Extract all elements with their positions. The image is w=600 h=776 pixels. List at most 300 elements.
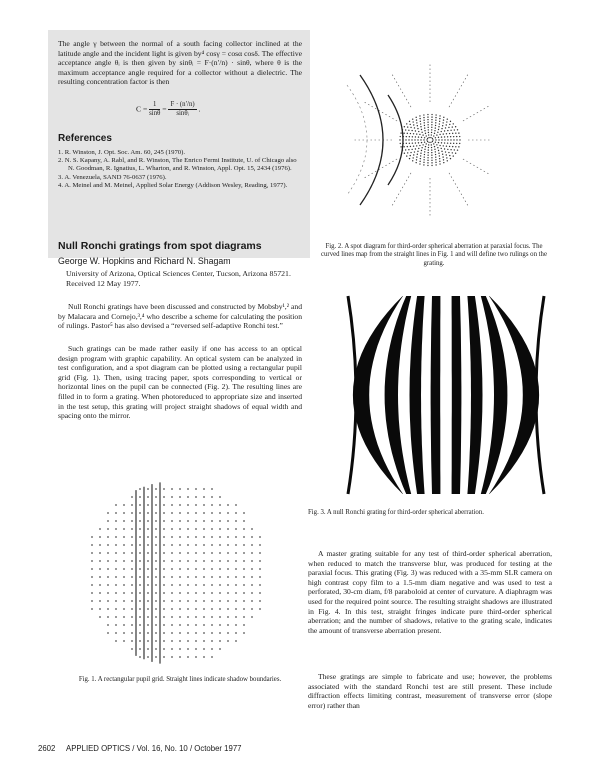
grid-dot bbox=[187, 560, 188, 561]
grid-dot bbox=[107, 544, 108, 545]
spot-point bbox=[443, 117, 444, 118]
spot-point bbox=[421, 137, 422, 138]
spot-point bbox=[407, 133, 408, 134]
grid-dot bbox=[171, 632, 172, 633]
shaded-box-paragraph: The angle γ between the normal of a south facing collector inclined at the latitude angle and the incident light is given by⁴ cosγ = cosα cosδ. The effective acceptance angle θᵢ is then given by sinθᵢ = F·(n′/n) · sinθ, where θ is the maximum acceptance angle required for a collector without a dielectric. The resulting concentration factor is then bbox=[58, 39, 302, 87]
spot-point bbox=[445, 151, 446, 152]
spot-point bbox=[444, 142, 445, 143]
spot-point bbox=[441, 151, 442, 152]
spot-point bbox=[432, 141, 433, 142]
grid-dot bbox=[219, 600, 220, 601]
grid-dot bbox=[195, 496, 196, 497]
grid-dot bbox=[187, 624, 188, 625]
spot-point bbox=[424, 137, 425, 138]
grid-dot bbox=[115, 576, 116, 577]
grid-dot bbox=[227, 608, 228, 609]
spot-point bbox=[450, 158, 451, 159]
spot-point bbox=[435, 122, 436, 123]
spot-point bbox=[444, 139, 445, 140]
grid-dot bbox=[211, 656, 212, 657]
grid-dot bbox=[195, 504, 196, 505]
spot-point bbox=[438, 153, 439, 154]
grid-dot bbox=[243, 632, 244, 633]
grid-dot bbox=[187, 600, 188, 601]
spot-point bbox=[435, 164, 436, 165]
spot-point bbox=[455, 153, 456, 154]
grid-dot bbox=[155, 488, 156, 489]
spot-point bbox=[424, 156, 425, 157]
spot-point bbox=[446, 154, 447, 155]
spot-point bbox=[450, 130, 451, 131]
grid-dot bbox=[139, 544, 140, 545]
spot-point bbox=[443, 119, 444, 120]
grid-dot bbox=[147, 600, 148, 601]
spot-point bbox=[421, 150, 422, 151]
grid-dot bbox=[211, 592, 212, 593]
article-received: Received 12 May 1977. bbox=[66, 278, 141, 288]
grid-dot bbox=[115, 568, 116, 569]
grid-dot bbox=[187, 544, 188, 545]
grid-dot bbox=[227, 512, 228, 513]
spot-point bbox=[428, 144, 429, 145]
spot-point bbox=[418, 136, 419, 137]
grid-dot bbox=[203, 600, 204, 601]
spot-point bbox=[400, 136, 401, 137]
spot-point bbox=[410, 155, 411, 156]
spot-point bbox=[416, 133, 417, 134]
grid-dot bbox=[131, 560, 132, 561]
spot-point bbox=[421, 142, 422, 143]
dotted-ray bbox=[391, 173, 411, 208]
spot-point bbox=[455, 126, 456, 127]
grid-dot bbox=[235, 528, 236, 529]
reference-item: 4. A. Meinel and M. Meinel, Applied Solar Energy (Addison Wesley, Reading, 1977). bbox=[58, 181, 288, 189]
grid-dot bbox=[211, 576, 212, 577]
spot-point bbox=[422, 134, 423, 135]
spot-point bbox=[453, 136, 454, 137]
grid-dot bbox=[139, 600, 140, 601]
spot-point bbox=[420, 153, 421, 154]
spot-point bbox=[431, 129, 432, 130]
grid-dot bbox=[251, 536, 252, 537]
grid-dot bbox=[259, 608, 260, 609]
spot-point bbox=[416, 145, 417, 146]
grid-dot bbox=[179, 584, 180, 585]
grid-dot bbox=[139, 528, 140, 529]
grid-dot bbox=[147, 504, 148, 505]
grid-dot bbox=[219, 592, 220, 593]
spot-point bbox=[410, 127, 411, 128]
grid-dot bbox=[235, 608, 236, 609]
article-title: Null Ronchi gratings from spot diagrams bbox=[58, 240, 262, 252]
grid-dot bbox=[91, 568, 92, 569]
grid-dot bbox=[131, 528, 132, 529]
spot-point bbox=[443, 133, 444, 134]
grid-dot bbox=[235, 560, 236, 561]
grid-dot bbox=[107, 608, 108, 609]
grid-dot bbox=[227, 560, 228, 561]
spot-point bbox=[421, 132, 422, 133]
spot-point bbox=[445, 127, 446, 128]
grid-dot bbox=[211, 568, 212, 569]
figure-3-null-ronchi-grating bbox=[346, 290, 546, 500]
spot-point bbox=[424, 142, 425, 143]
grid-dot bbox=[99, 544, 100, 545]
grid-dot bbox=[155, 632, 156, 633]
spot-point bbox=[441, 139, 442, 140]
grid-dot bbox=[211, 544, 212, 545]
grid-dot bbox=[139, 488, 140, 489]
dotted-ray bbox=[391, 72, 411, 107]
equation-fraction-2 bbox=[168, 101, 196, 118]
grid-dot bbox=[115, 632, 116, 633]
grid-dot bbox=[195, 544, 196, 545]
spot-point bbox=[447, 136, 448, 137]
grid-dot bbox=[131, 624, 132, 625]
spot-point bbox=[431, 114, 432, 115]
page-number: 2602 bbox=[38, 744, 56, 753]
spot-point bbox=[415, 162, 416, 163]
spot-point bbox=[404, 126, 405, 127]
spot-point bbox=[439, 163, 440, 164]
grid-dot bbox=[163, 536, 164, 537]
grid-dot bbox=[139, 640, 140, 641]
spot-point bbox=[438, 142, 439, 143]
spot-point bbox=[417, 128, 418, 129]
grid-dot bbox=[123, 600, 124, 601]
grid-dot bbox=[219, 544, 220, 545]
grid-dot bbox=[251, 584, 252, 585]
spot-point bbox=[442, 122, 443, 123]
equation-equals: = bbox=[162, 104, 167, 114]
dotted-ray bbox=[463, 159, 490, 179]
grid-dot bbox=[203, 560, 204, 561]
spot-point bbox=[424, 151, 425, 152]
grid-dot bbox=[147, 544, 148, 545]
grid-dot bbox=[195, 512, 196, 513]
grid-dot bbox=[139, 592, 140, 593]
spot-point bbox=[411, 149, 412, 150]
grid-dot bbox=[251, 600, 252, 601]
spot-point bbox=[406, 123, 407, 124]
grid-dot bbox=[259, 584, 260, 585]
concentration-equation bbox=[136, 101, 200, 118]
grid-dot bbox=[155, 656, 156, 657]
spot-point bbox=[452, 133, 453, 134]
grid-dot bbox=[227, 640, 228, 641]
spot-point bbox=[435, 117, 436, 118]
spot-point bbox=[458, 132, 459, 133]
grid-dot bbox=[91, 592, 92, 593]
grid-dot bbox=[179, 640, 180, 641]
spot-point bbox=[446, 124, 447, 125]
grid-dot bbox=[171, 584, 172, 585]
grid-dot bbox=[147, 576, 148, 577]
grid-dot bbox=[179, 496, 180, 497]
spot-point bbox=[439, 158, 440, 159]
spot-point bbox=[428, 132, 429, 133]
grid-dot bbox=[91, 584, 92, 585]
grid-dot bbox=[163, 560, 164, 561]
grid-dot bbox=[187, 648, 188, 649]
grid-dot bbox=[243, 600, 244, 601]
grid-dot bbox=[195, 576, 196, 577]
grid-dot bbox=[259, 536, 260, 537]
grid-dot bbox=[187, 488, 188, 489]
grid-dot bbox=[179, 560, 180, 561]
grid-dot bbox=[203, 656, 204, 657]
spot-point bbox=[453, 143, 454, 144]
grid-dot bbox=[171, 648, 172, 649]
spot-point bbox=[419, 161, 420, 162]
grid-dot bbox=[219, 528, 220, 529]
spot-point bbox=[454, 129, 455, 130]
article-paragraph-2: Such gratings can be made rather easily if one has access to an optical design program with graphic capability. An optical system can be analyzed in test configuration, and a spot diagram can be plotted using a rectangular pupil grid (Fig. 1). Then, using tracing paper, spots corresponding to vertical or horizontal lines on the pupil can be connected (Fig. 2). The resulting lines are filled in to form a grating. When photoreduced to appropriate size and inserted in the test setup, this grating will project straight shadows of equal width and spacing onto the mirror. bbox=[58, 344, 302, 421]
grid-dot bbox=[243, 592, 244, 593]
grid-dot bbox=[211, 552, 212, 553]
spot-point bbox=[403, 133, 404, 134]
grid-dot bbox=[171, 576, 172, 577]
spot-point bbox=[435, 125, 436, 126]
article-affiliation: University of Arizona, Optical Sciences Center, Tucson, Arizona 85721. bbox=[66, 269, 291, 278]
spot-point bbox=[420, 123, 421, 124]
grid-dot bbox=[163, 488, 164, 489]
grid-dot bbox=[179, 592, 180, 593]
grid-dot bbox=[171, 536, 172, 537]
grid-dot bbox=[235, 512, 236, 513]
grid-dot bbox=[123, 616, 124, 617]
spot-point bbox=[438, 150, 439, 151]
grid-dot bbox=[195, 600, 196, 601]
spot-point bbox=[409, 158, 410, 159]
grid-dot bbox=[139, 496, 140, 497]
grid-dot bbox=[259, 568, 260, 569]
spot-point bbox=[449, 124, 450, 125]
grid-dot bbox=[123, 632, 124, 633]
grid-dot bbox=[171, 504, 172, 505]
grid-dot bbox=[259, 560, 260, 561]
grid-dot bbox=[219, 568, 220, 569]
grid-dot bbox=[155, 624, 156, 625]
grid-dot bbox=[219, 552, 220, 553]
grid-dot bbox=[251, 552, 252, 553]
grid-dot bbox=[147, 608, 148, 609]
grid-dot bbox=[131, 584, 132, 585]
grid-dot bbox=[171, 592, 172, 593]
grid-dot bbox=[123, 592, 124, 593]
grid-dot bbox=[147, 520, 148, 521]
spot-point bbox=[441, 142, 442, 143]
spot-point bbox=[434, 146, 435, 147]
grid-dot bbox=[147, 592, 148, 593]
spot-point bbox=[407, 152, 408, 153]
grid-dot bbox=[227, 552, 228, 553]
grid-dot bbox=[195, 520, 196, 521]
grid-dot bbox=[211, 488, 212, 489]
grid-dot bbox=[163, 656, 164, 657]
spot-point bbox=[442, 156, 443, 157]
spot-point bbox=[411, 130, 412, 131]
grid-dot bbox=[219, 560, 220, 561]
grid-dot bbox=[243, 520, 244, 521]
spot-point bbox=[425, 133, 426, 134]
grid-dot bbox=[139, 656, 140, 657]
grid-dot bbox=[187, 656, 188, 657]
spot-point bbox=[426, 135, 427, 136]
spot-point bbox=[408, 139, 409, 140]
grid-dot bbox=[235, 616, 236, 617]
spot-point bbox=[427, 152, 428, 153]
spot-point bbox=[415, 117, 416, 118]
grid-dot bbox=[131, 504, 132, 505]
spot-point bbox=[432, 139, 433, 140]
grid-dot bbox=[147, 624, 148, 625]
spot-point bbox=[446, 121, 447, 122]
spot-point bbox=[439, 145, 440, 146]
spot-point bbox=[406, 155, 407, 156]
grid-dot bbox=[179, 576, 180, 577]
grid-dot bbox=[147, 560, 148, 561]
spot-point bbox=[443, 145, 444, 146]
spot-point bbox=[423, 159, 424, 160]
grid-dot bbox=[123, 544, 124, 545]
grid-dot bbox=[107, 568, 108, 569]
grid-dot bbox=[107, 552, 108, 553]
grid-dot bbox=[131, 608, 132, 609]
article-paragraph-1: Null Ronchi gratings have been discussed and constructed by Mobsby¹,² and by Malacara and Cornejo,³,⁴ who describe a scheme for calculating the position of rulings. Pastor⁵ has also devised a “reversed self-adaptive Ronchi test.” bbox=[58, 302, 302, 331]
spot-point bbox=[410, 124, 411, 125]
grid-dot bbox=[131, 616, 132, 617]
grid-dot bbox=[251, 544, 252, 545]
grid-dot bbox=[139, 536, 140, 537]
grid-dot bbox=[155, 568, 156, 569]
spot-point bbox=[420, 126, 421, 127]
grid-dot bbox=[155, 520, 156, 521]
spot-point bbox=[427, 127, 428, 128]
spot-point bbox=[428, 137, 429, 138]
spot-point bbox=[417, 139, 418, 140]
grid-dot bbox=[99, 536, 100, 537]
spot-point bbox=[450, 143, 451, 144]
spot-point bbox=[457, 149, 458, 150]
grid-dot bbox=[211, 528, 212, 529]
spot-point bbox=[438, 139, 439, 140]
spot-point bbox=[427, 138, 428, 139]
grid-dot bbox=[259, 552, 260, 553]
spot-point bbox=[412, 121, 413, 122]
spot-point bbox=[431, 132, 432, 133]
grid-dot bbox=[155, 600, 156, 601]
grid-dot bbox=[187, 592, 188, 593]
spot-point bbox=[455, 146, 456, 147]
curved-ruling-boundary bbox=[388, 95, 403, 185]
grid-dot bbox=[219, 640, 220, 641]
grid-dot bbox=[139, 512, 140, 513]
spot-point bbox=[428, 142, 429, 143]
spot-point bbox=[413, 133, 414, 134]
grid-dot bbox=[99, 568, 100, 569]
spot-point bbox=[412, 118, 413, 119]
grid-dot bbox=[115, 592, 116, 593]
spot-point bbox=[443, 159, 444, 160]
spot-point bbox=[423, 164, 424, 165]
grid-dot bbox=[195, 640, 196, 641]
grid-dot bbox=[131, 648, 132, 649]
grid-dot bbox=[91, 600, 92, 601]
spot-point bbox=[423, 120, 424, 121]
spot-point bbox=[427, 122, 428, 123]
grid-dot bbox=[179, 504, 180, 505]
grid-dot bbox=[155, 584, 156, 585]
spot-point bbox=[447, 142, 448, 143]
dotted-ray bbox=[449, 72, 469, 107]
grid-dot bbox=[203, 504, 204, 505]
grid-dot bbox=[171, 656, 172, 657]
spot-point bbox=[433, 143, 434, 144]
grid-dot bbox=[115, 552, 116, 553]
grid-dot bbox=[115, 624, 116, 625]
spot-point bbox=[446, 157, 447, 158]
grid-dot bbox=[163, 528, 164, 529]
spot-point bbox=[415, 136, 416, 137]
grid-dot bbox=[219, 584, 220, 585]
grid-dot bbox=[243, 560, 244, 561]
grid-dot bbox=[211, 616, 212, 617]
grid-dot bbox=[171, 600, 172, 601]
spot-point bbox=[432, 138, 433, 139]
grid-dot bbox=[107, 584, 108, 585]
grid-dot bbox=[235, 544, 236, 545]
spot-point bbox=[405, 129, 406, 130]
grid-dot bbox=[235, 536, 236, 537]
spot-point bbox=[447, 149, 448, 150]
grid-dot bbox=[115, 608, 116, 609]
grid-dot bbox=[203, 608, 204, 609]
grid-dot bbox=[187, 528, 188, 529]
spot-point bbox=[447, 118, 448, 119]
grid-dot bbox=[219, 648, 220, 649]
spot-point bbox=[413, 146, 414, 147]
grid-dot bbox=[235, 584, 236, 585]
grid-dot bbox=[115, 512, 116, 513]
spot-point bbox=[431, 155, 432, 156]
grid-dot bbox=[107, 616, 108, 617]
grid-dot bbox=[163, 504, 164, 505]
spot-point bbox=[423, 117, 424, 118]
grid-dot bbox=[243, 544, 244, 545]
grid-dot bbox=[107, 632, 108, 633]
spot-point bbox=[427, 160, 428, 161]
grid-dot bbox=[163, 544, 164, 545]
grid-dot bbox=[203, 496, 204, 497]
spot-point bbox=[453, 155, 454, 156]
grid-dot bbox=[251, 568, 252, 569]
grating-black-band bbox=[467, 296, 482, 494]
grid-dot bbox=[147, 656, 148, 657]
grid-dot bbox=[203, 648, 204, 649]
spot-point bbox=[422, 144, 423, 145]
spot-point bbox=[452, 126, 453, 127]
grid-dot bbox=[123, 568, 124, 569]
grid-dot bbox=[163, 568, 164, 569]
grid-dot bbox=[251, 608, 252, 609]
spot-point bbox=[435, 159, 436, 160]
grid-dot bbox=[115, 528, 116, 529]
grid-dot bbox=[131, 600, 132, 601]
figure-2-spot-diagram bbox=[332, 45, 490, 235]
grid-dot bbox=[211, 512, 212, 513]
grid-dot bbox=[203, 520, 204, 521]
